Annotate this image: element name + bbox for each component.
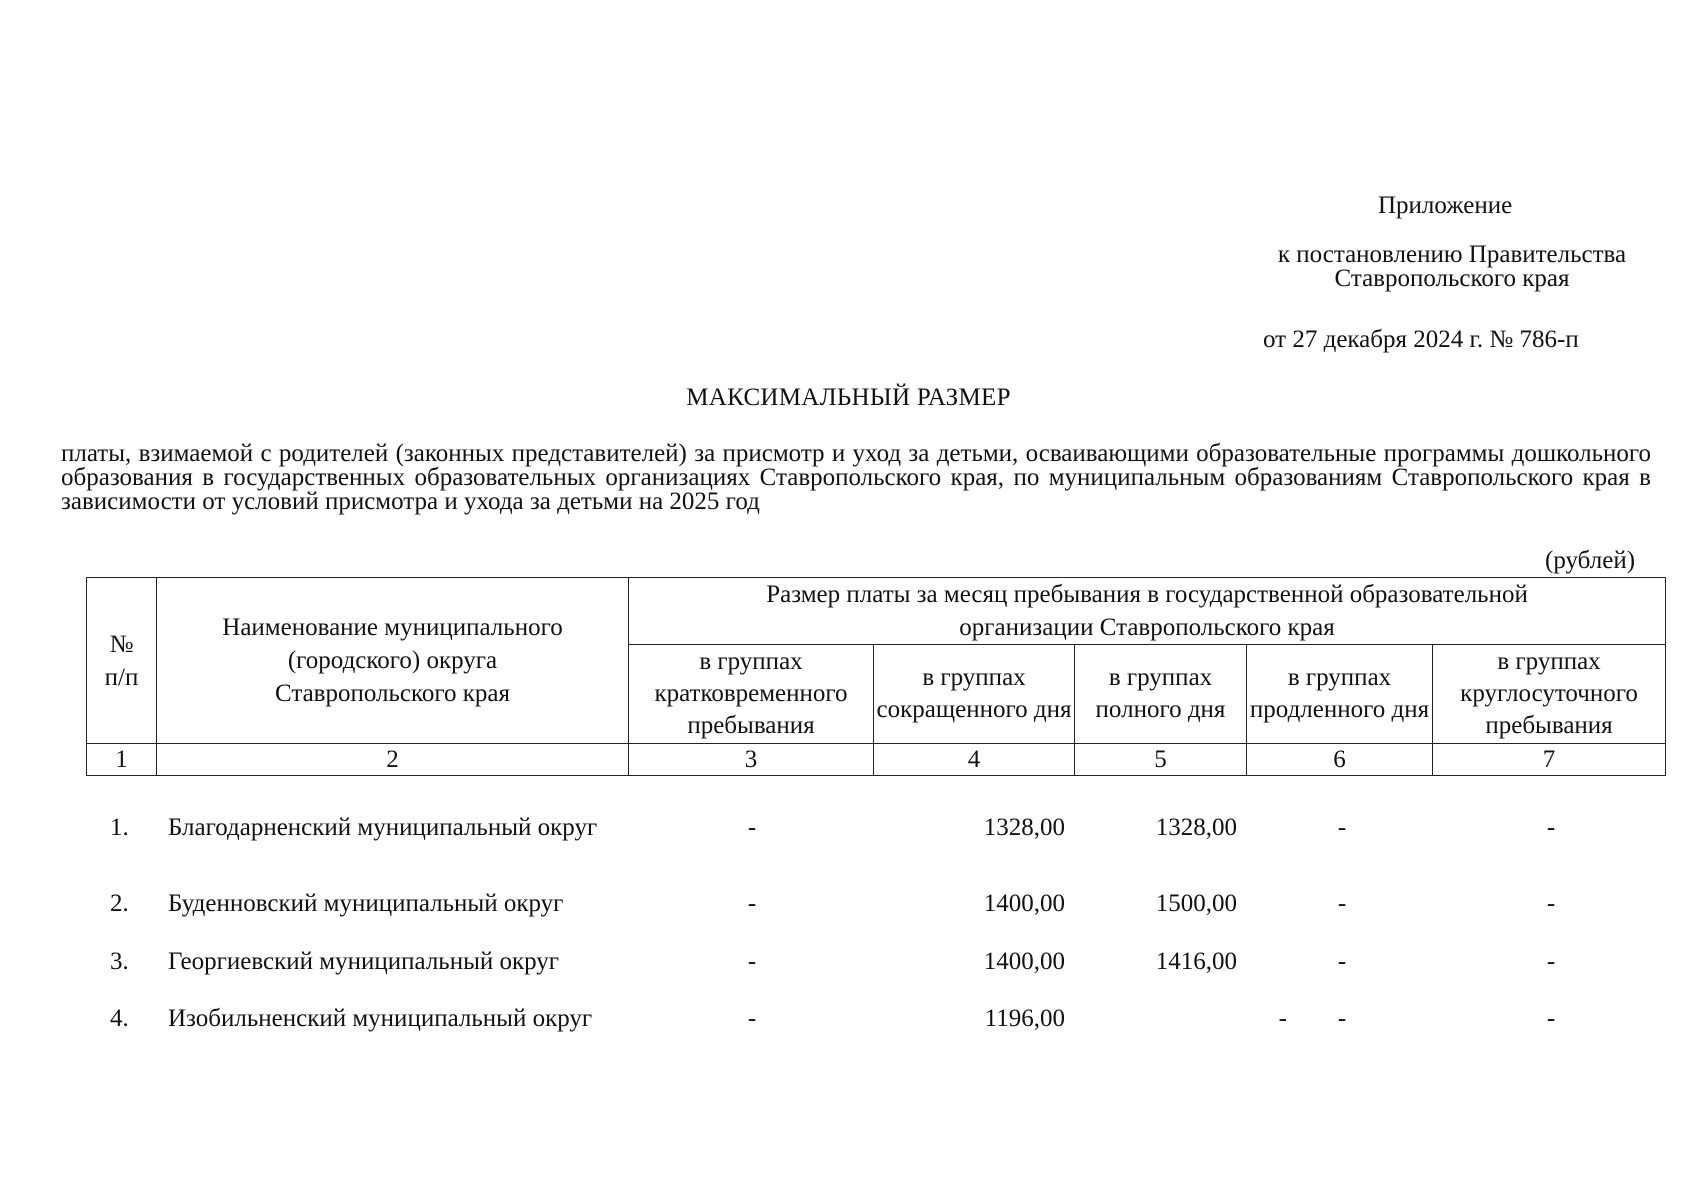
header-extended-day: в группах продленного дня bbox=[1247, 645, 1433, 744]
fee-short-stay: - bbox=[747, 948, 757, 975]
header-full-day: в группах полного дня bbox=[1075, 645, 1247, 744]
header-reduced-day: в группах сокращенного дня bbox=[874, 645, 1075, 744]
header-round-the-clock: в группах круглосуточного пребывания bbox=[1433, 645, 1666, 744]
column-number: 4 bbox=[874, 744, 1075, 776]
header-district-name: Наименование муниципального (городского) округа Ставропольского края bbox=[157, 578, 629, 744]
district-name: Георгиевский муниципальный округ bbox=[168, 948, 560, 975]
row-index: 3. bbox=[110, 948, 129, 975]
annex-title: Приложение bbox=[1378, 192, 1513, 219]
fee-extended-day: - bbox=[1337, 814, 1347, 841]
row-index: 4. bbox=[110, 1005, 129, 1032]
column-number: 5 bbox=[1075, 744, 1247, 776]
column-number: 3 bbox=[629, 744, 874, 776]
document-subtitle: платы, взимаемой с родителей (законных представителей) за присмотр и уход за детьми, осваивающими образовательные программы дошкольного образования в государственных образовательных организациях Ставропольского края, по муниципальным образованиям Ставропольского края в зависимости от условий присмотра и ухода за детьми на 2025 год bbox=[61, 440, 1651, 515]
column-number: 1 bbox=[87, 744, 157, 776]
fee-short-stay: - bbox=[747, 890, 757, 917]
header-short-stay: в группах кратковременного пребывания bbox=[629, 645, 874, 744]
fee-extended-day: - bbox=[1337, 890, 1347, 917]
fee-short-stay: - bbox=[747, 1005, 757, 1032]
row-index: 2. bbox=[110, 890, 129, 917]
header-fee-group: Размер платы за месяц пребывания в государственной образовательной организации Ставропольского края bbox=[629, 578, 1666, 645]
column-number: 7 bbox=[1433, 744, 1666, 776]
fee-full-day: - bbox=[1278, 1005, 1287, 1032]
fee-short-stay: - bbox=[747, 814, 757, 841]
table-row bbox=[0, 1003, 1697, 1073]
fee-full-day: 1500,00 bbox=[1155, 890, 1237, 917]
fee-round-the-clock: - bbox=[1546, 948, 1556, 975]
column-number: 2 bbox=[157, 744, 629, 776]
fee-table-header bbox=[86, 577, 1666, 776]
fee-reduced-day: 1196,00 bbox=[984, 1005, 1065, 1032]
fee-full-day: 1328,00 bbox=[1155, 814, 1237, 841]
fee-full-day: 1416,00 bbox=[1155, 948, 1237, 975]
fee-round-the-clock: - bbox=[1546, 890, 1556, 917]
annex-date: от 27 декабря 2024 г. № 786-п bbox=[1263, 326, 1579, 353]
fee-reduced-day: 1328,00 bbox=[983, 814, 1065, 841]
table-row bbox=[0, 812, 1697, 882]
fee-round-the-clock: - bbox=[1546, 1005, 1556, 1032]
fee-round-the-clock: - bbox=[1546, 814, 1556, 841]
fee-reduced-day: 1400,00 bbox=[983, 948, 1065, 975]
header-number: № п/п bbox=[87, 578, 157, 744]
annex-decree: к постановлению Правительства Ставропольского края bbox=[1277, 241, 1627, 292]
district-name: Изобильненский муниципальный округ bbox=[168, 1005, 593, 1032]
fee-extended-day: - bbox=[1337, 948, 1347, 975]
district-name: Буденновский муниципальный округ bbox=[168, 890, 564, 917]
document-title: МАКСИМАЛЬНЫЙ РАЗМЕР bbox=[686, 384, 1011, 411]
units-label: (рублей) bbox=[1545, 547, 1636, 574]
column-number: 6 bbox=[1247, 744, 1433, 776]
row-index: 1. bbox=[110, 814, 129, 841]
district-name: Благодарненский муниципальный округ bbox=[168, 814, 598, 841]
fee-reduced-day: 1400,00 bbox=[983, 890, 1065, 917]
fee-extended-day: - bbox=[1337, 1005, 1347, 1032]
